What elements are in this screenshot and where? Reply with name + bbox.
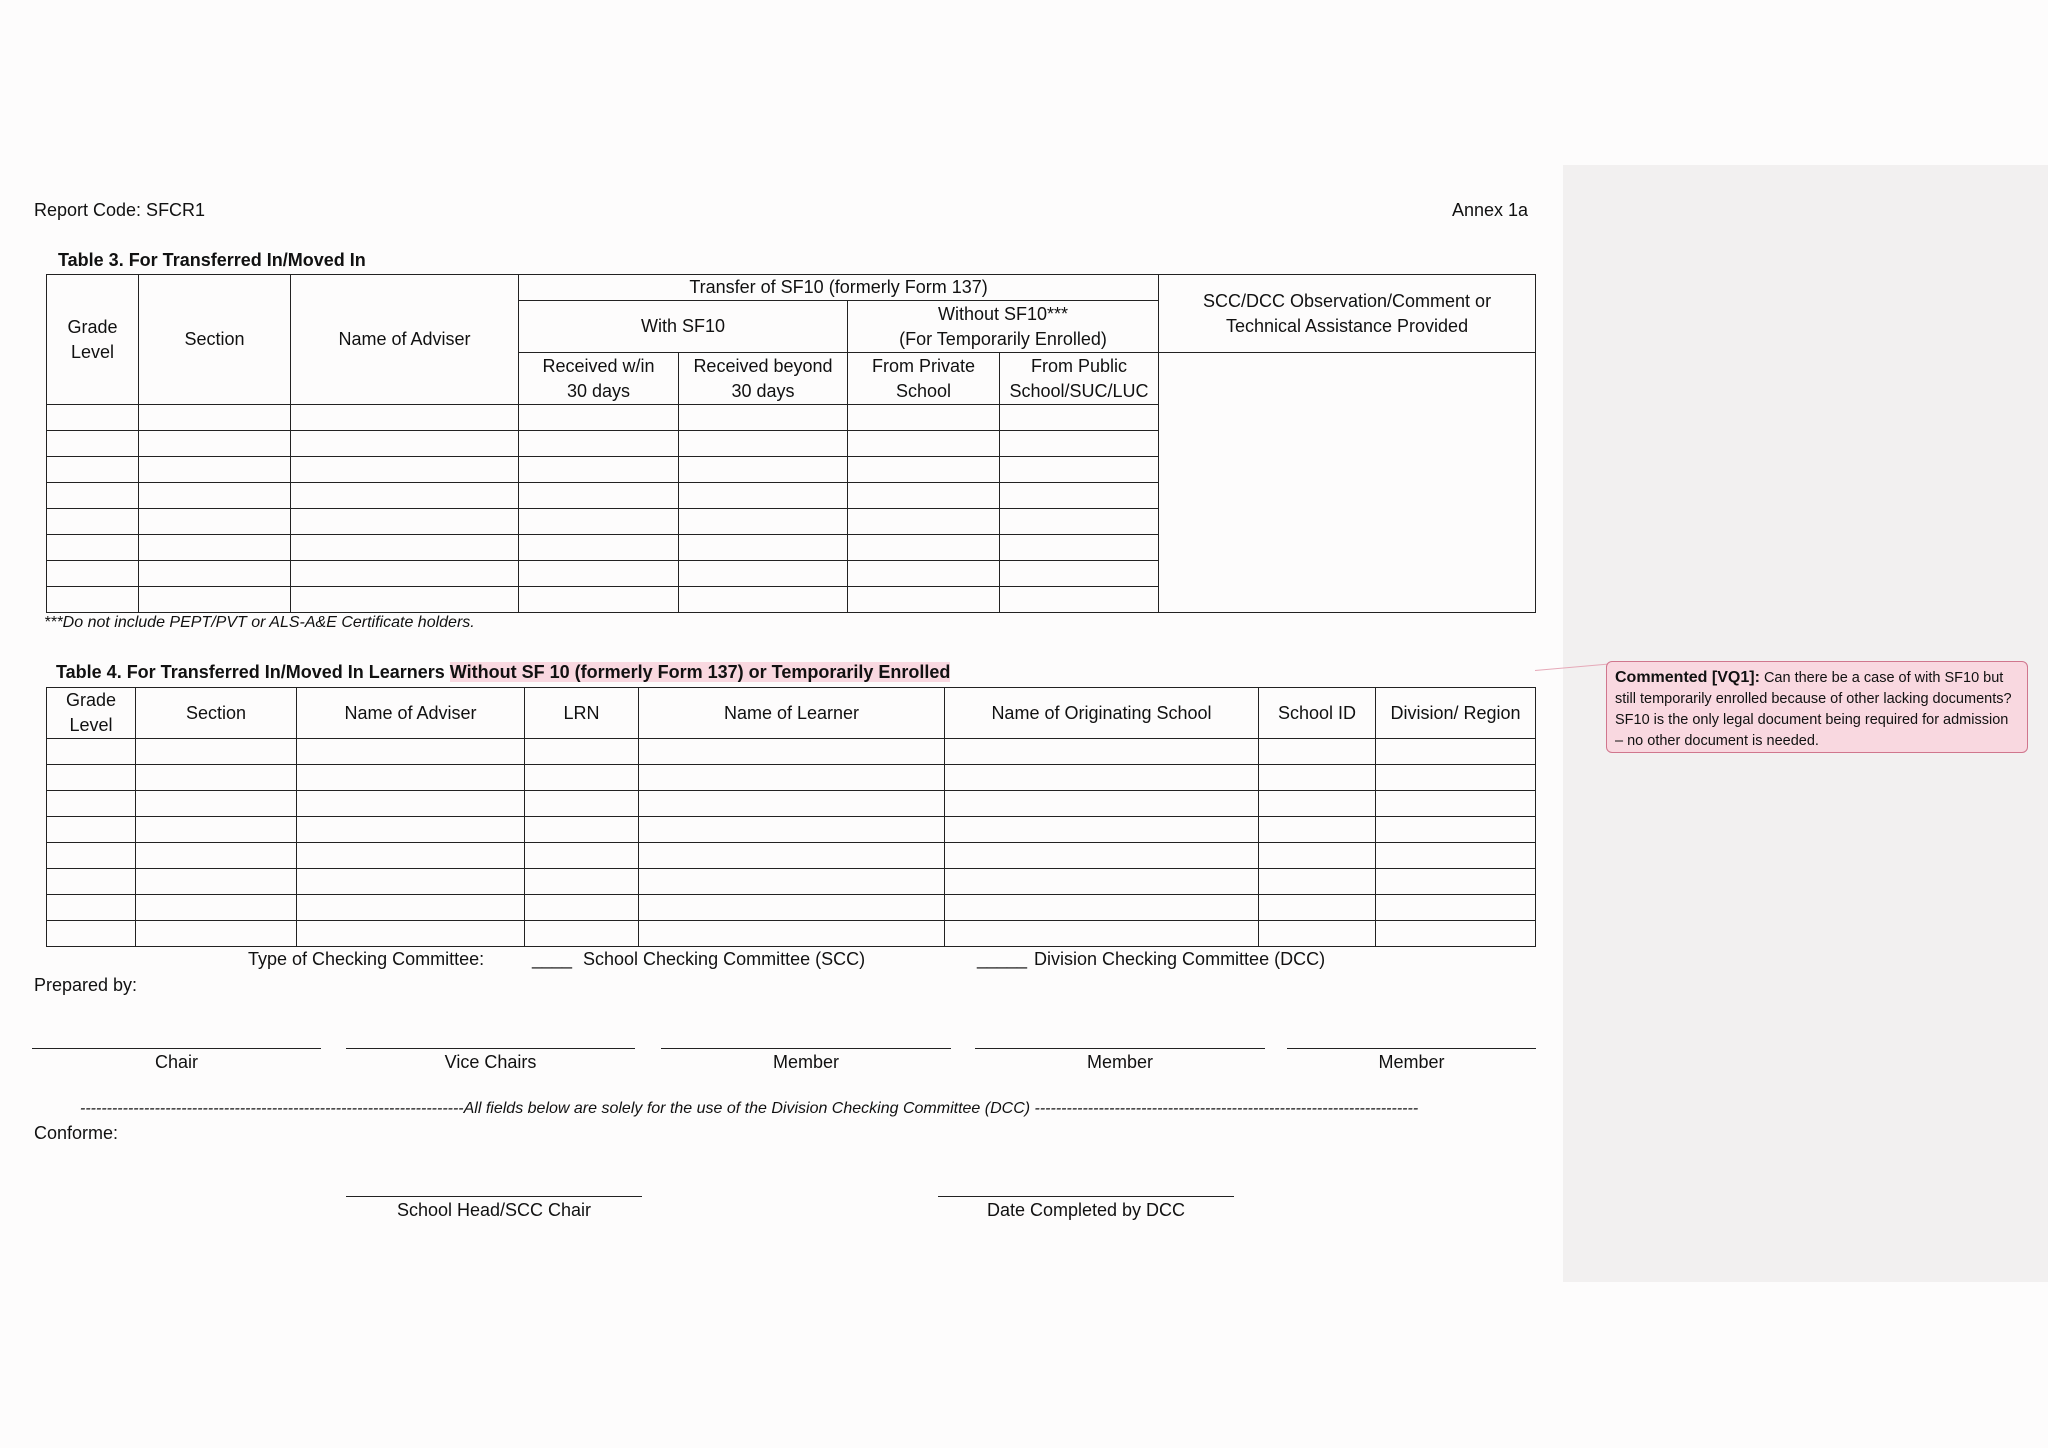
table3 [46,274,1536,613]
cell[interactable] [1376,843,1536,869]
cell[interactable] [139,509,291,535]
cell[interactable] [1376,869,1536,895]
cell[interactable] [679,535,848,561]
t4-header-grade-level [47,688,136,739]
cell[interactable] [297,869,525,895]
cell[interactable] [848,431,1000,457]
cell[interactable] [297,921,525,947]
table-row [47,921,1536,947]
cell[interactable] [679,587,848,613]
cell[interactable] [297,739,525,765]
t4-header-section: Section [136,688,297,739]
cell[interactable] [291,509,519,535]
cell[interactable] [1000,587,1159,613]
cell[interactable] [1000,405,1159,431]
cell[interactable] [1259,843,1376,869]
cell[interactable] [1259,921,1376,947]
t4-header-origin: Name of Originating School [945,688,1259,739]
cell[interactable] [945,895,1259,921]
cell[interactable] [848,457,1000,483]
cell[interactable] [136,843,297,869]
cell[interactable] [519,483,679,509]
cell[interactable] [1259,869,1376,895]
cell[interactable] [139,587,291,613]
t3-within-line1: Received w/in [542,355,655,376]
table-row [47,869,1536,895]
cell[interactable] [136,895,297,921]
cell[interactable] [47,457,139,483]
cell[interactable] [525,791,639,817]
cell[interactable] [848,483,1000,509]
cell[interactable] [525,895,639,921]
table4-title-highlighted[interactable]: Without SF 10 (formerly Form 137) or Temporarily Enrolled [449,662,951,682]
cell[interactable] [848,405,1000,431]
cell[interactable] [47,791,136,817]
cell[interactable] [1376,765,1536,791]
table-row [47,791,1536,817]
cell[interactable] [47,869,136,895]
cell[interactable] [1259,791,1376,817]
cell[interactable] [945,843,1259,869]
cell[interactable] [139,431,291,457]
cell[interactable] [519,431,679,457]
cell[interactable] [945,869,1259,895]
cell[interactable] [297,791,525,817]
prepared-by-label: Prepared by: [34,975,138,995]
cell[interactable] [525,869,639,895]
comment-text: Can there be a case of with SF10 but still temporarily enrolled because of other lacking documents? SF10 is the only legal document being required for admission – no other document is needed. [1615,670,2012,749]
cell[interactable] [945,791,1259,817]
signature-line-member-2[interactable] [975,1048,1265,1049]
comment-balloon[interactable] [1606,661,2028,753]
cell[interactable] [1376,895,1536,921]
cell[interactable] [47,535,139,561]
signature-line-school-head[interactable] [346,1196,642,1197]
cell[interactable] [291,483,519,509]
cell[interactable] [639,739,945,765]
cell[interactable] [291,561,519,587]
cell[interactable] [519,535,679,561]
cell[interactable] [519,405,679,431]
cell[interactable] [291,587,519,613]
cell[interactable] [1259,765,1376,791]
cell[interactable] [945,817,1259,843]
t3-observation-cell[interactable] [1159,353,1536,613]
scc-blank[interactable]: ____ [532,949,573,969]
t4-header-learner: Name of Learner [639,688,945,739]
cell[interactable] [525,843,639,869]
cell[interactable] [136,921,297,947]
t3-observation-line2: Technical Assistance Provided [1225,315,1469,336]
cell[interactable] [639,843,945,869]
table-row [47,765,1536,791]
table-row [47,817,1536,843]
cell[interactable] [47,895,136,921]
cell[interactable] [1000,509,1159,535]
report-code: Report Code: SFCR1 [34,200,206,220]
dcc-option: Division Checking Committee (DCC) [1034,949,1326,969]
cell[interactable] [848,587,1000,613]
cell[interactable] [639,765,945,791]
comment-author-label: Commented [VQ1]: [1615,669,1760,686]
cell[interactable] [679,483,848,509]
cell[interactable] [47,509,139,535]
conforme-label: Conforme: [34,1123,119,1143]
cell[interactable] [1259,739,1376,765]
signatory-label: Member [1086,1052,1153,1072]
cell[interactable] [639,791,945,817]
table-row [47,895,1536,921]
cell[interactable] [47,843,136,869]
cell[interactable] [519,587,679,613]
cell[interactable] [848,535,1000,561]
conforme-signatory-label: Date Completed by DCC [986,1200,1186,1220]
cell[interactable] [297,765,525,791]
t3-public-line1: From Public [1031,355,1128,376]
signatory-label: Member [772,1052,839,1072]
cell[interactable] [47,587,139,613]
t3-without-line1: Without SF10*** [937,303,1069,324]
cell[interactable] [1000,483,1159,509]
table3-title: Table 3. For Transferred In/Moved In [58,250,366,270]
cell[interactable] [525,765,639,791]
signatory-label: Chair [154,1052,198,1072]
t4-grade-line1: Grade [65,690,117,710]
cell[interactable] [136,869,297,895]
t3-header-without-sf10 [848,301,1159,353]
t3-header-public [1000,353,1159,405]
cell[interactable] [519,457,679,483]
cell[interactable] [848,561,1000,587]
signature-line-member-3[interactable] [1287,1048,1536,1049]
cell[interactable] [297,895,525,921]
cell[interactable] [1000,457,1159,483]
table4 [46,687,1536,947]
t3-header-grade-level: Grade Level [47,275,139,405]
cell[interactable] [525,817,639,843]
t3-header-with-sf10: With SF10 [519,301,848,353]
cell[interactable] [639,895,945,921]
cell[interactable] [679,509,848,535]
cell[interactable] [291,457,519,483]
t4-header-adviser: Name of Adviser [297,688,525,739]
table-row [47,739,1536,765]
cell[interactable] [291,535,519,561]
cell[interactable] [47,921,136,947]
t4-header-lrn: LRN [525,688,639,739]
cell[interactable] [1259,895,1376,921]
t4-header-division: Division/ Region [1376,688,1536,739]
signatory-label: Vice Chairs [444,1052,537,1072]
t3-header-transfer: Transfer of SF10 (formerly Form 137) [519,275,1159,301]
cell[interactable] [297,817,525,843]
t3-header-private [848,353,1000,405]
conforme-signatory-label: School Head/SCC Chair [396,1200,592,1220]
t3-header-section: Section [139,275,291,405]
cell[interactable] [1000,535,1159,561]
table4-title-text: Table 4. For Transferred In/Moved In Learners [56,662,450,682]
t3-private-line2: School [895,380,952,401]
cell[interactable] [47,405,139,431]
cell[interactable] [679,431,848,457]
cell[interactable] [47,765,136,791]
cell[interactable] [1376,817,1536,843]
cell[interactable] [679,457,848,483]
cell[interactable] [519,509,679,535]
cell[interactable] [639,869,945,895]
t3-header-within-30 [519,353,679,405]
cell[interactable] [136,817,297,843]
signature-line-chair[interactable] [32,1048,321,1049]
cell[interactable] [945,765,1259,791]
cell[interactable] [1376,921,1536,947]
dcc-only-notice: ------------------------------------------------------------------------All fields below are solely for the use of the Division Checking Committee (DCC) ------------------------------------------------------------------------ [80,1100,1419,1117]
cell[interactable] [139,405,291,431]
cell[interactable] [139,457,291,483]
t3-within-line2: 30 days [566,380,631,401]
cell[interactable] [47,431,139,457]
table4-title [56,662,950,683]
cell[interactable] [136,739,297,765]
cell[interactable] [848,509,1000,535]
cell[interactable] [291,405,519,431]
t3-private-line1: From Private [871,355,976,376]
signature-line-vice-chairs[interactable] [346,1048,635,1049]
signatory-label: Member [1378,1052,1445,1072]
scc-option: School Checking Committee (SCC) [583,949,866,969]
t4-grade-line2: Level [69,715,113,735]
cell[interactable] [525,739,639,765]
cell[interactable] [639,921,945,947]
cell[interactable] [139,535,291,561]
annex-label: Annex 1a [1452,200,1529,220]
cell[interactable] [291,431,519,457]
cell[interactable] [47,817,136,843]
signature-line-date-completed[interactable] [938,1196,1234,1197]
table-row [47,843,1536,869]
table3-footnote: ***Do not include PEPT/PVT or ALS-A&E Certificate holders. [44,614,475,631]
cell[interactable] [945,921,1259,947]
t3-header-adviser: Name of Adviser [291,275,519,405]
t3-beyond-line1: Received beyond [693,355,833,376]
cell[interactable] [679,405,848,431]
t3-header-observation [1159,275,1536,353]
t3-header-beyond-30 [679,353,848,405]
cell[interactable] [679,561,848,587]
t3-public-line2: School/SUC/LUC [1009,380,1149,401]
cell[interactable] [136,765,297,791]
cell[interactable] [47,561,139,587]
t3-observation-line1: SCC/DCC Observation/Comment or [1202,290,1492,311]
cell[interactable] [139,483,291,509]
cell[interactable] [297,843,525,869]
cell[interactable] [1376,791,1536,817]
cell[interactable] [525,921,639,947]
cell[interactable] [139,561,291,587]
cell[interactable] [1000,431,1159,457]
t3-beyond-line2: 30 days [731,380,795,401]
cell[interactable] [136,791,297,817]
signature-line-member-1[interactable] [661,1048,951,1049]
cell[interactable] [945,739,1259,765]
cell[interactable] [47,483,139,509]
cell[interactable] [1259,817,1376,843]
cell[interactable] [1376,739,1536,765]
cell[interactable] [519,561,679,587]
dcc-blank[interactable]: _____ [977,949,1028,969]
t3-without-line2: (For Temporarily Enrolled) [899,328,1107,349]
t4-header-school-id: School ID [1259,688,1376,739]
checking-committee-label: Type of Checking Committee: [248,949,485,969]
cell[interactable] [1000,561,1159,587]
cell[interactable] [639,817,945,843]
cell[interactable] [47,739,136,765]
